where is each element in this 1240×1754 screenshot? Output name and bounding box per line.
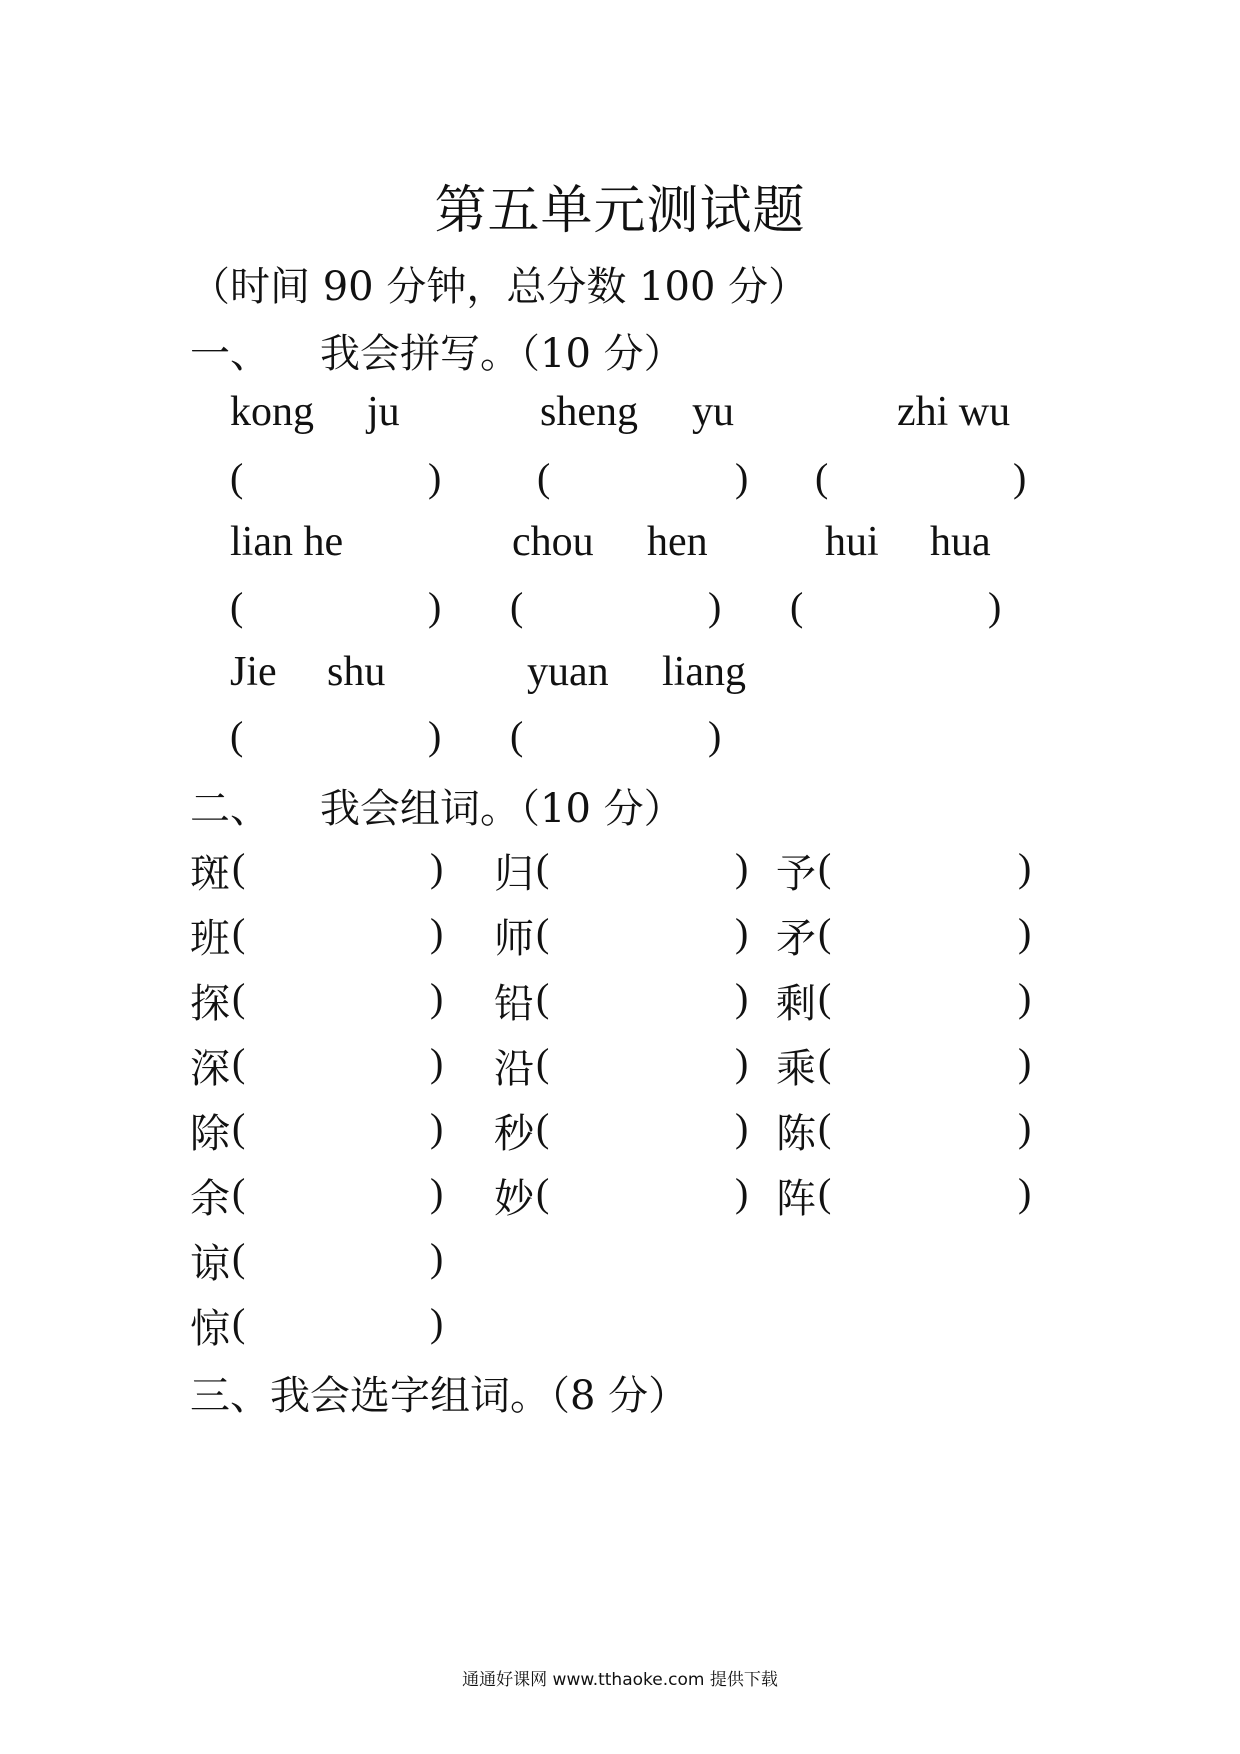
blank-close: ) [430, 1105, 444, 1150]
blank-close: ) [1018, 975, 1032, 1020]
page-title: 第五单元测试题 [434, 181, 806, 241]
blank-open: ( [232, 845, 246, 890]
blank-open: ( [815, 455, 829, 500]
blank-close: ) [1018, 1170, 1032, 1215]
blank-open: ( [232, 1170, 246, 1215]
word-char: 探 [190, 981, 230, 1027]
blank-open: ( [818, 975, 832, 1020]
blank-close: ) [1018, 1040, 1032, 1085]
blank-open: ( [818, 1105, 832, 1150]
word-char: 深 [190, 1046, 230, 1092]
blank-close: ) [428, 584, 442, 629]
blank-close: ) [708, 584, 722, 629]
blank-close: ) [430, 845, 444, 890]
blank-open: ( [510, 713, 524, 758]
word-char: 陈 [776, 1111, 816, 1157]
blank-close: ) [1018, 910, 1032, 955]
blank-open: ( [536, 910, 550, 955]
blank-close: ) [430, 1300, 444, 1345]
pinyin: chou [512, 519, 594, 565]
blank-close: ) [1018, 845, 1032, 890]
word-char: 班 [190, 916, 230, 962]
pinyin: hua [930, 519, 991, 565]
word-char: 阵 [776, 1176, 816, 1222]
blank-close: ) [735, 1040, 749, 1085]
blank-open: ( [232, 1105, 246, 1150]
blank-open: ( [818, 845, 832, 890]
section2-heading: 我会组词。（10 分） [320, 786, 684, 832]
pinyin: hui [825, 519, 879, 565]
blank-open: ( [536, 1170, 550, 1215]
pinyin: yuan [527, 649, 609, 695]
section2-number: 二、 [190, 786, 270, 832]
blank-close: ) [430, 910, 444, 955]
word-char: 谅 [190, 1241, 230, 1287]
blank-close: ) [708, 713, 722, 758]
word-char: 秒 [494, 1111, 534, 1157]
blank-open: ( [818, 1040, 832, 1085]
word-char: 予 [776, 851, 816, 897]
blank-open: ( [536, 845, 550, 890]
pinyin: yu [692, 389, 734, 435]
blank-close: ) [428, 713, 442, 758]
word-char: 斑 [190, 851, 230, 897]
word-char: 乘 [776, 1046, 816, 1092]
blank-open: ( [537, 455, 551, 500]
section1-number: 一、 [190, 331, 270, 377]
pinyin: shu [327, 649, 386, 695]
word-char: 余 [190, 1176, 230, 1222]
blank-close: ) [735, 910, 749, 955]
blank-close: ) [1013, 455, 1027, 500]
blank-close: ) [988, 584, 1002, 629]
pinyin: lian he [230, 519, 344, 565]
blank-open: ( [232, 910, 246, 955]
pinyin: zhi wu [897, 389, 1011, 435]
word-char: 除 [190, 1111, 230, 1157]
blank-close: ) [735, 975, 749, 1020]
blank-open: ( [536, 1105, 550, 1150]
blank-open: ( [818, 910, 832, 955]
blank-close: ) [1018, 1105, 1032, 1150]
pinyin: ju [367, 389, 400, 435]
blank-open: ( [790, 584, 804, 629]
pinyin: hen [647, 519, 708, 565]
word-char: 惊 [190, 1306, 230, 1352]
blank-open: ( [232, 1300, 246, 1345]
test-info: （时间 90 分钟，总分数 100 分） [190, 264, 809, 310]
blank-open: ( [536, 1040, 550, 1085]
blank-open: ( [232, 1235, 246, 1280]
word-char: 归 [494, 851, 534, 897]
word-char: 铅 [494, 981, 534, 1027]
blank-open: ( [818, 1170, 832, 1215]
blank-close: ) [428, 455, 442, 500]
word-char: 矛 [776, 916, 816, 962]
blank-close: ) [735, 455, 749, 500]
blank-open: ( [510, 584, 524, 629]
blank-close: ) [430, 1235, 444, 1280]
blank-open: ( [232, 975, 246, 1020]
pinyin: kong [230, 389, 314, 435]
pinyin: liang [662, 649, 746, 695]
blank-open: ( [230, 584, 244, 629]
word-char: 沿 [494, 1046, 534, 1092]
blank-close: ) [735, 845, 749, 890]
blank-close: ) [430, 1040, 444, 1085]
word-char: 师 [494, 916, 534, 962]
blank-open: ( [230, 455, 244, 500]
word-char: 剩 [776, 981, 816, 1027]
footer-note: 通通好课网 www.tthaoke.com 提供下载 [462, 1670, 778, 1690]
blank-close: ) [735, 1105, 749, 1150]
blank-open: ( [230, 713, 244, 758]
section1-heading: 我会拼写。（10 分） [320, 331, 684, 377]
section3-heading: 三、我会选字组词。（8 分） [190, 1373, 689, 1419]
pinyin: Jie [230, 649, 277, 695]
blank-close: ) [430, 975, 444, 1020]
blank-close: ) [430, 1170, 444, 1215]
pinyin: sheng [540, 389, 638, 435]
blank-close: ) [735, 1170, 749, 1215]
word-char: 妙 [494, 1176, 534, 1222]
blank-open: ( [536, 975, 550, 1020]
blank-open: ( [232, 1040, 246, 1085]
